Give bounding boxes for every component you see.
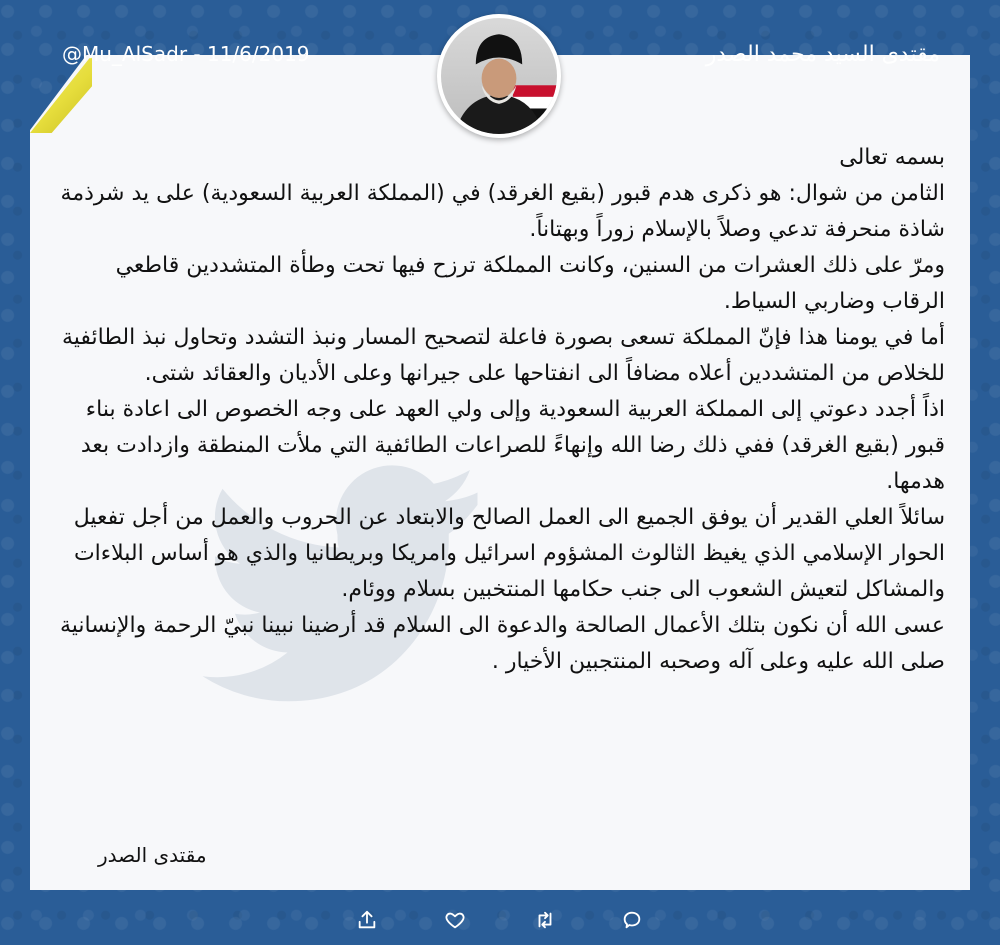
tweet-paragraph: سائلاً العلي القدير أن يوفق الجميع الى العمل الصالح والابتعاد عن الحروب والعمل من أجل تفعيل الحوار الإسلامي الذي يغيظ الثالوث المشؤوم اسرائيل وامريكا وبريطانيا والذي هو أساس البلاءات والمشاكل لتعيش الشعوب الى جنب حكامها المنتخبين بسلام ووئام.: [73, 505, 945, 602]
like-button[interactable]: [440, 905, 470, 935]
tweet-paragraph: بسمه تعالى: [839, 145, 945, 170]
tweet-paragraph: أما في يومنا هذا فإنّ المملكة تسعى بصورة فاعلة لتصحيح المسار ونبذ التشدد وتحاول نبذ الطائفية للخلاص من المتشددين أعلاه مضافاً الى انفتاحها على جيرانها وعلى الأديان والعقائد شتى.: [61, 325, 945, 386]
avatar-portrait-icon: [441, 18, 557, 134]
reply-button[interactable]: [617, 905, 647, 935]
tweet-paragraph: ومرّ على ذلك العشرات من السنين، وكانت المملكة ترزح فيها تحت وطأة المتشددين قاطعي الرقاب وضاربي السياط.: [115, 253, 945, 314]
tweet-handle-date: @Mu_AlSadr - 11/6/2019: [62, 42, 310, 66]
retweet-icon: [534, 909, 556, 931]
author-name: مقتدى السيد محمد الصدر: [705, 42, 940, 67]
share-button[interactable]: [352, 905, 382, 935]
heart-icon: [444, 909, 466, 931]
retweet-button[interactable]: [530, 905, 560, 935]
tweet-signature: مقتدى الصدر: [98, 843, 207, 867]
tweet-text: [50, 140, 945, 680]
avatar[interactable]: [437, 14, 561, 138]
tweet-paragraph: اذاً أجدد دعوتي إلى المملكة العربية السعودية وإلى ولي العهد على وجه الخصوص الى اعادة بناء قبور (بقيع الغرقد) ففي ذلك رضا الله وإنهاءً للصراعات الطائفية التي ملأت المنطقة وازدادت بعد هدمها.: [80, 397, 945, 494]
tweet-paragraph: الثامن من شوال: هو ذكرى هدم قبور (بقيع الغرقد) في (المملكة العربية السعودية) على يد شرذمة شاذة منحرفة تدعي وصلاً بالإسلام زوراً وبهتاناً.: [60, 181, 945, 242]
reply-icon: [621, 909, 643, 931]
tweet-paragraph: عسى الله أن نكون بتلك الأعمال الصالحة والدعوة الى السلام قد أرضينا نبينا نبيّ الرحمة والإنسانية صلى الله عليه وعلى آله وصحبه المنتجبين الأخيار .: [59, 613, 945, 674]
tweet-action-bar: [0, 905, 1000, 935]
share-icon: [356, 909, 378, 931]
